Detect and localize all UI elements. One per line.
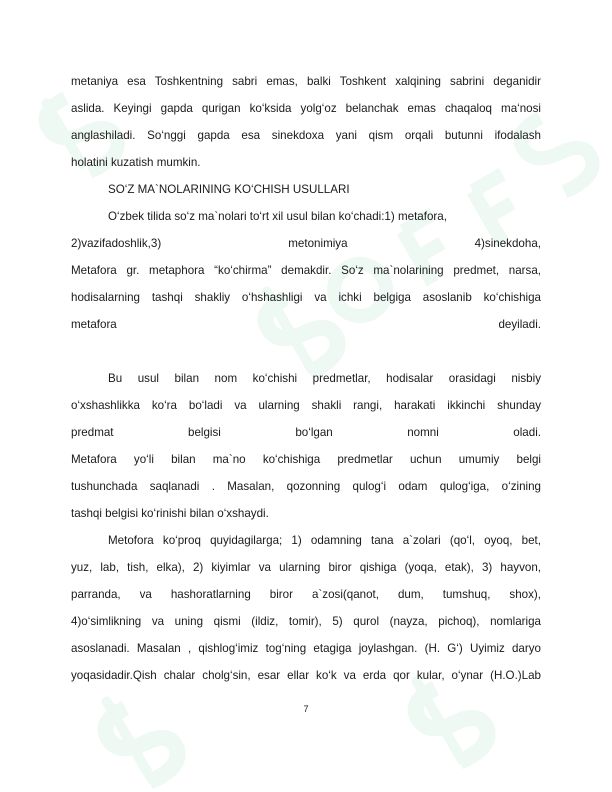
text-line: yoqasidadir.Qish chalar cholg‘sin, esar ellar ko‘k va erda qor kular, o‘ynar (H.O.)Lab [71,669,541,682]
text-line: Metafora yo‘li bilan ma`no ko‘chishiga predmetlar uchun umumiy belgi [71,453,541,466]
text-line: Metafora gr. metaphora “ko‘chirma” demakdir. So‘z ma`nolarining predmet, narsa, [71,264,541,277]
page-number: 7 [303,704,309,714]
text-line: aslida. Keyingi gapda qurigan ko‘ksida yolg‘oz belanchak emas chaqaloq ma‘nosi [71,102,541,115]
blank-line [71,338,541,365]
text-line: anglashiladi. So‘nggi gapda esa sinekdoxa yani qism orqali butunni ifodalash [71,129,541,142]
paragraph-intro [71,68,541,176]
paragraph-metafora [71,230,541,338]
text-line: 2)vazifadoshlik,3) metonimiya 4)sinekdoha, [71,237,541,250]
text-line: predmat belgisi bo‘lgan nomni oladi. [71,426,541,439]
paragraph-usul [71,365,541,527]
text-line: Metofora ko‘proq quyidagilarga; 1) odamning tana a`zolari (qo‘l, oyoq, bet, [108,534,541,547]
text-line: asoslanadi. Masalan , qishlog‘imiz tog‘ning etagiga joylashgan. (H. G‘) Uyimiz daryo [71,642,541,655]
text-line: holatini kuzatish mumkin. [71,156,201,169]
text-line: metafora deyiladi. [71,318,541,331]
text-line: Bu usul bilan nom ko‘chishi predmetlar, hodisalar orasidagi nisbiy [108,372,541,385]
text-line: parranda, va hashoratlarning biror a`zosi(qanot, dum, tumshuq, shox), [71,588,541,601]
text-line: metaniya esa Toshkentning sabri emas, balki Toshkent xalqining sabrini deganidir [71,75,541,88]
text-line: o‘xshashlikka ko‘ra bo‘ladi va ularning shakli rangi, harakati ikkinchi shunday [71,399,541,412]
document-body [71,68,541,689]
text-line: tushunchada saqlanadi . Masalan, qozonning qulog‘i odam qulog‘iga, o‘zining [71,480,541,493]
text-line: tashqi belgisi ko‘rinishi bilan o‘xshaydi. [71,507,269,520]
text-line: yuz, lab, tish, elka), 2) kiyimlar va ularning biror qishiga (yoqa, etak), 3) hayvon, [71,561,541,574]
text-line: hodisalarning tashqi shakliy o‘hshashligi va ichki belgiga asoslanib ko‘chishiga [71,291,541,304]
paragraph-examples [71,527,541,689]
section-heading: SO‘Z MA`NOLARINING KO‘CHISH USULLARI [108,183,350,196]
text-line: O‘zbek tilida so‘z ma`nolari to‘rt xil usul bilan ko‘chadi:1) metafora, [108,210,447,223]
text-line: 4)o‘simlikning va uning qismi (ildiz, tomir), 5) qurol (nayza, pichoq), nomlariga [71,615,541,628]
